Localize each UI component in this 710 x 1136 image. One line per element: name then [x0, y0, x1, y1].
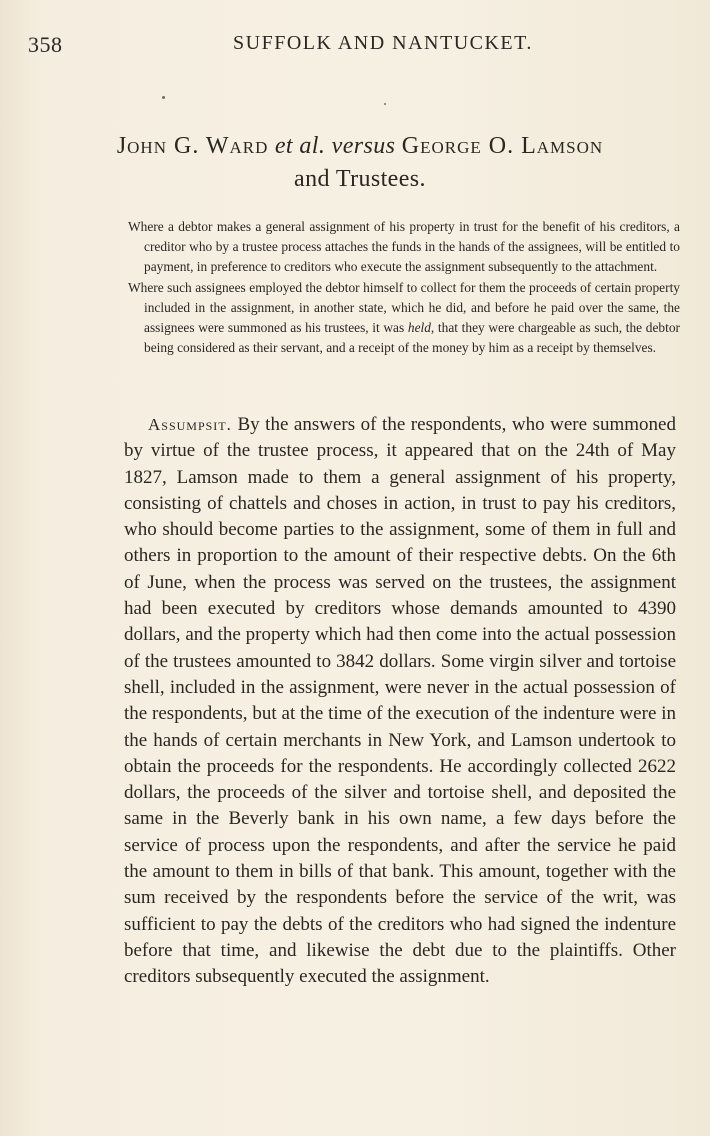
headnote-2-held: held,: [407, 320, 435, 336]
plaintiff-name: John G. Ward: [116, 133, 269, 159]
headnote-2-text-after: that they were chargeable as such, the debtor being considered as their servant, and a receipt of the money by him as a receipt by themselves.: [144, 320, 680, 356]
headnote-1-text: Where a debtor makes a general assignment of his property in trust for the benefit of his creditors, a creditor who by a trustee process attaches the funds in the hands of the assignees, will be entitled to payment, in preference to creditors who execute the assignment subsequently to the attachment.: [128, 219, 680, 275]
body-lead-word: Assumpsit.: [148, 415, 232, 434]
running-head: SUFFOLK AND NANTUCKET.: [233, 32, 533, 54]
ink-speck: [384, 103, 386, 105]
headnotes: [128, 217, 680, 358]
defendant-name: George O. Lamson: [401, 133, 604, 159]
page-number: 358: [28, 32, 63, 57]
headnote-2: [128, 278, 680, 359]
page-header: [28, 32, 682, 62]
body-paragraph: [124, 412, 676, 991]
ink-speck: [162, 96, 165, 99]
et-al: et al.: [274, 133, 326, 159]
headnote-1: [128, 217, 680, 278]
headnote-2-text-before: Where such assignees employed the debtor himself to collect for them the proceeds of certain property included in the assignment, in another state, which he did, and before he paid over the same, the assignees were summoned as his trustees, it was: [128, 279, 680, 336]
case-title: [40, 130, 680, 196]
body-text: By the answers of the respondents, who were summoned by virtue of the trustee process, it appeared that on the 24th of May 1827, Lamson made to them a general assignment of his property, consisting of chattels and choses in action, in trust to pay his creditors, who should become parties to the assignment, some of them in full and others in proportion to the amount of their respective debts. On the 6th of June, when the process was served on the trustees, the assignment had been executed by creditors whose demands amounted to 4390 dollars, and the property which had then come into the actual possession of the trustees amounted to 3842 dollars. Some virgin silver and tortoise shell, included in the assignment, were never in the actual possession of the respondents, but at the time of the execution of the indenture were in the hands of certain merchants in New York, and Lamson undertook to obtain the proceeds for the respondents. He accordingly collected 2622 dollars, the proceeds of the silver and tortoise shell, and deposited the same in the Beverly bank in his own name, a few days before the service of process upon the respondents, and after the service he paid the amount to them in bills of that bank. This amount, together with the sum received by the respondents before the service of the writ, was sufficient to pay the debts of the creditors who had signed the indenture before that time, and likewise the debt due to the plaintiffs. Other creditors subsequently executed the assignment.: [124, 414, 676, 988]
versus: versus: [331, 133, 396, 159]
and-trustees: and Trustees.: [294, 166, 426, 192]
